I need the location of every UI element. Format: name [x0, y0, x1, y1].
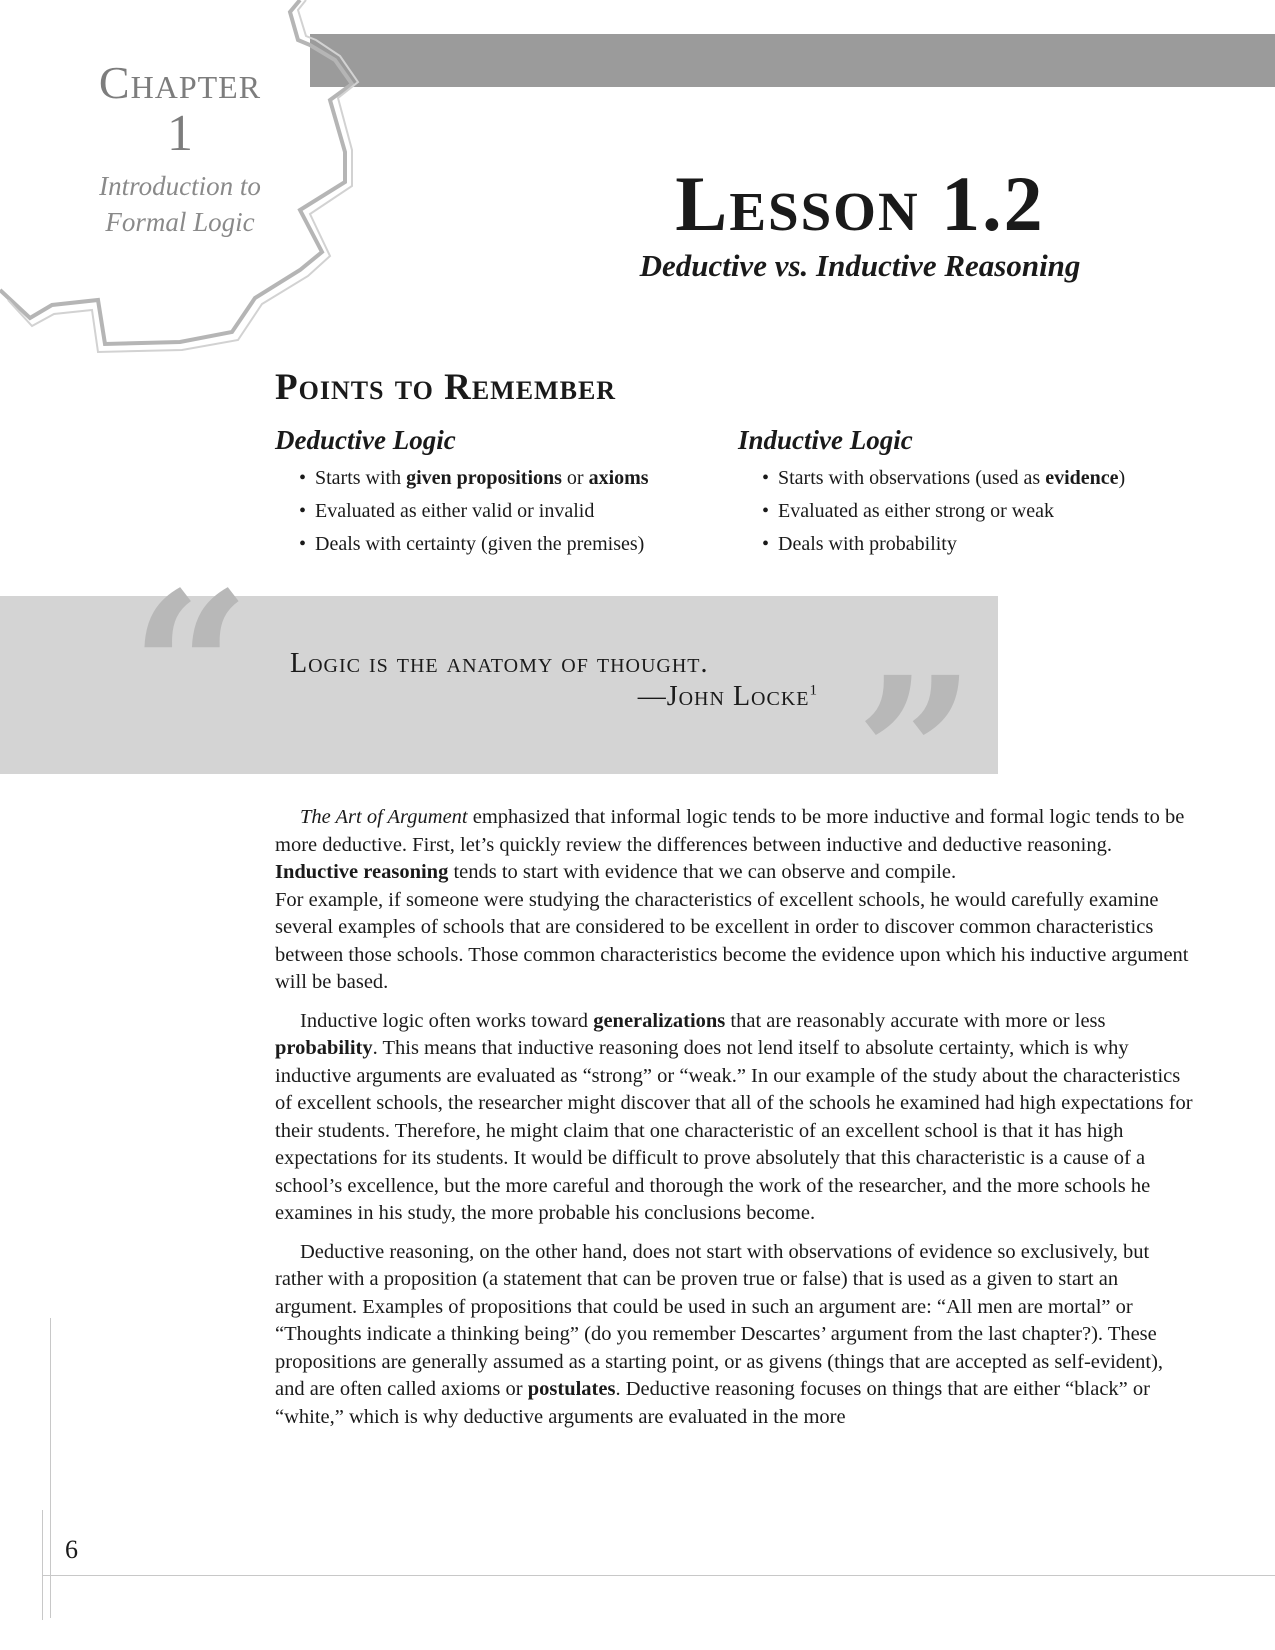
quote-author-name: —John Locke — [637, 681, 810, 712]
lesson-title: Lesson 1.2 — [675, 160, 1045, 247]
list-item — [778, 462, 1178, 495]
paragraph-text: Inductive logic often works toward — [300, 1009, 594, 1032]
deductive-heading: Deductive Logic — [275, 425, 456, 455]
list-item: • Deals with certainty (given the premises) — [315, 528, 715, 561]
paragraph-text: emphasized that informal logic tends to be more inductive and formal logic tends to be more deductive. First, let’s quickly review the differences between inductive and deductive reasoning. — [275, 806, 1185, 856]
paragraph-3 — [275, 1239, 1195, 1432]
body-text — [275, 804, 1195, 1442]
header-bar — [310, 34, 1275, 87]
paragraph-text: . Deductive reasoning focuses on things that are either “black” or “white,” which is why deductive arguments are evaluated in the more — [275, 1378, 1150, 1428]
chapter-title-line1: Introduction to — [99, 171, 261, 201]
bullet-text: or — [561, 467, 589, 489]
paragraph-text: tends to start with evidence that we can observe and compile. — [448, 861, 957, 883]
quote-text: Logic is the anatomy of thought. — [290, 648, 709, 679]
book-title: The Art of Argument — [300, 806, 468, 828]
paragraph-2 — [275, 1008, 1195, 1228]
chapter-label: Chapter — [98, 57, 262, 108]
paragraph-text: that are reasonably accurate with more or less — [725, 1009, 1106, 1032]
footnote-marker: 1 — [809, 682, 818, 699]
bold-term: Inductive reasoning — [275, 861, 449, 883]
open-quote-icon: “ — [130, 546, 251, 793]
margin-rule — [50, 1318, 51, 1618]
bullet-text: Starts with observations (used as — [778, 467, 1046, 489]
chapter-number: 1 — [167, 105, 193, 162]
bold-term: postulates — [527, 1378, 616, 1400]
bullet-text: ) — [1118, 467, 1126, 489]
quote-author — [290, 681, 818, 713]
footer-rule — [42, 1575, 1275, 1576]
inductive-list — [738, 462, 1178, 561]
close-quote-icon: ” — [855, 631, 976, 878]
deductive-list — [275, 462, 715, 561]
chapter-title — [40, 168, 320, 240]
paragraph-text: . This means that inductive reasoning does not lend itself to absolute certainty, which is why inductive arguments are evaluated as “strong” or “weak.” In our example of the study about the characteristics of excellent schools, the researcher might discover that all of the schools he examined had high expectations for their students. Therefore, he might claim that one characteristic of an excellent school is that it has high expectations for its students. It would be difficult to prove absolutely that this characteristic is a cause of a school’s excellence, but the more careful and thorough the work of the researcher, and the more schools he examines in his study, the more probable his conclusions become. — [275, 1037, 1193, 1224]
bold-term: generalizations — [593, 1009, 726, 1032]
paragraph-1 — [275, 804, 1195, 887]
list-item: • Evaluated as either valid or invalid — [315, 495, 715, 528]
lesson-subtitle: Deductive vs. Inductive Reasoning — [639, 248, 1081, 283]
deductive-column — [275, 425, 715, 561]
list-item — [315, 462, 715, 495]
bold-term: probability — [275, 1037, 373, 1059]
list-item: • Deals with probability — [778, 528, 1178, 561]
page-number: 6 — [65, 1535, 78, 1564]
bold-term: given propositions — [406, 467, 562, 489]
paragraph-text: Deductive reasoning, on the other hand, does not start with observations of evidence so exclusively, but rather with a proposition (a statement that can be proven true or false) that is used as a given to start an argument. Examples of propositions that could be used in such an argument are: “All men are mortal” or “Thoughts indicate a thinking being” (do you remember Descartes’ argument from the last chapter?). These propositions are generally assumed as a starting point, or as givens (things that are accepted as self-evident), and are often called axioms or — [275, 1240, 1164, 1400]
points-heading: Points to Remember — [275, 367, 617, 408]
bullet-text: Starts with — [315, 467, 407, 489]
list-item: • Evaluated as either strong or weak — [778, 495, 1178, 528]
inductive-heading: Inductive Logic — [738, 425, 913, 455]
margin-rule — [42, 1510, 43, 1620]
paragraph-1-continued: For example, if someone were studying the characteristics of excellent schools, he would carefully examine several examples of schools that are considered to be excellent in order to discover common characteristics between those schools. Those common characteristics become the evidence upon which his inductive argument will be based. — [275, 888, 1189, 993]
chapter-title-line2: Formal Logic — [105, 207, 255, 237]
bold-term: evidence — [1045, 467, 1119, 489]
bold-term: axioms — [588, 467, 649, 489]
inductive-column — [738, 425, 1178, 561]
chapter-block — [40, 57, 320, 240]
